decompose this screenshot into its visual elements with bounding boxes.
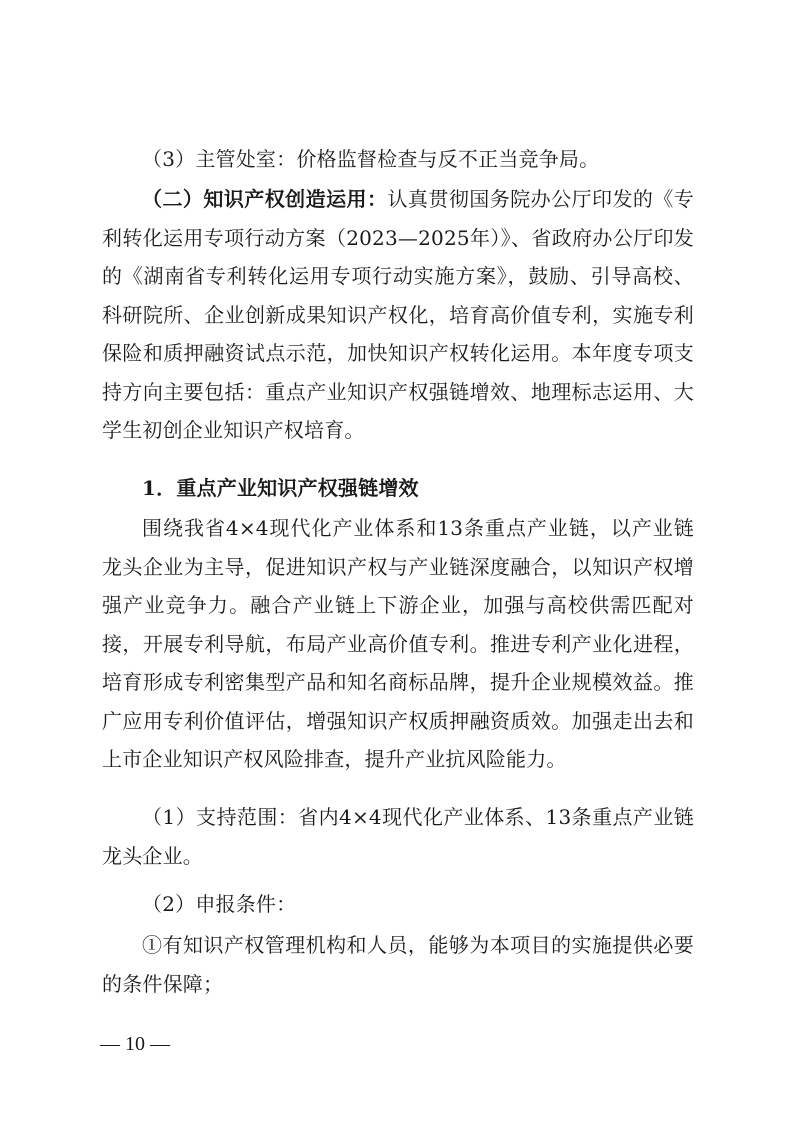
subsection-heading-industry-chain: 1．重点产业知识产权强链增效 <box>142 476 419 500</box>
section-body-ip-creation: 认真贯彻国务院办公厅印发的《专利转化运用专项行动方案（2023—2025年）》、省政府办公厅印发的《湖南省专利转化运用专项行动实施方案》，鼓励、引导高校、科研院所、企业创新成果知识产权化，培育高价值专利，实施专利保险和质押融资试点示范，加快知识产权转化运用。本年度专项支持方向主要包括：重点产业知识产权强链增效、地理标志运用、大学生初创企业知识产权培育。 <box>102 187 695 442</box>
paragraph-support-scope: （1）支持范围：省内4×4现代化产业体系、13条重点产业链龙头企业。 <box>102 805 694 868</box>
paragraph-ip-creation-use <box>102 180 694 450</box>
paragraph-responsible-department: （3）主管处室：价格监督检查与反不正当竞争局。 <box>142 147 600 171</box>
paragraph-condition-1: ①有知识产权管理机构和人员，能够为本项目的实施提供必要的条件保障； <box>102 933 694 996</box>
paragraph-industry-chain: 围绕我省4×4现代化产业体系和13条重点产业链，以产业链龙头企业为主导，促进知识产权与产业链深度融合，以知识产权增强产业竞争力。融合产业链上下游企业，加强与高校供需匹配对接，开展专利导航，布局产业高价值专利。推进专利产业化进程，培育形成专利密集型产品和知名商标品牌，提升企业规模效益。推广应用专利价值评估，增强知识产权质押融资质效。加强走出去和上市企业知识产权风险排查，提升产业抗风险能力。 <box>102 516 694 771</box>
paragraph-application-conditions: （2）申报条件： <box>142 892 297 916</box>
page-number: — 10 — <box>100 1033 170 1055</box>
section-heading-ip-creation: （二）知识产权创造运用： <box>142 187 388 211</box>
